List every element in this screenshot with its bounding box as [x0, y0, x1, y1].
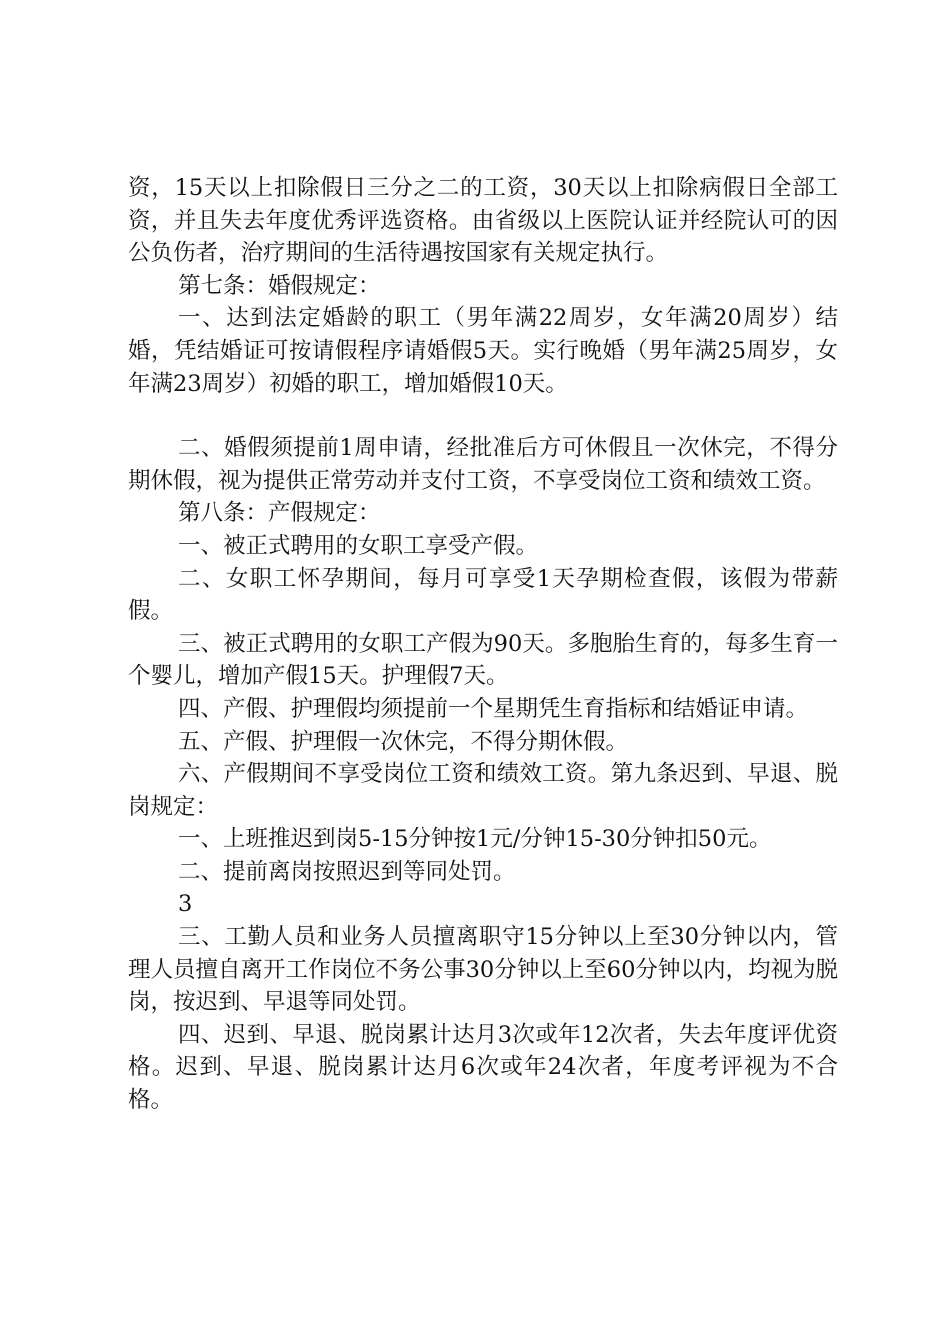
article-9-item-2: 二、提前离岗按照迟到等同处罚。 — [178, 858, 516, 885]
article-8-item-5: 五、产假、护理假一次休完，不得分期休假。 — [178, 728, 629, 755]
paragraph-sick-leave-tail: 资，15天以上扣除假日三分之二的工资，30天以上扣除病假日全部工资，并且失去年度优秀评选资格。由省级以上医院认证并经院认可的因公负伤者，治疗期间的生活待遇按国家有关规定执行。 — [128, 175, 838, 267]
article-7-item-2: 二、婚假须提前1周申请，经批准后方可休假且一次休完，不得分期休假，视为提供正常劳动并支付工资，不享受岗位工资和绩效工资。 — [128, 435, 838, 494]
article-8-item-2: 二、女职工怀孕期间，每月可享受1天孕期检查假，该假为带薪假。 — [128, 565, 838, 625]
article-8-heading: 第八条：产假规定： — [178, 500, 381, 527]
article-8-item-3: 三、被正式聘用的女职工产假为90天。多胞胎生育的，每多生育一个婴儿，增加产假15天。护理假7天。 — [128, 630, 838, 690]
paragraph-gap — [128, 400, 838, 432]
article-8-item-4: 四、产假、护理假均须提前一个星期凭生育指标和结婚证申请。 — [178, 695, 809, 722]
article-8-item-1: 一、被正式聘用的女职工享受产假。 — [178, 532, 539, 559]
article-8-item-6: 六、产假期间不享受岗位工资和绩效工资。第九条迟到、早退、脱岗规定： — [128, 761, 838, 820]
article-9-item-4: 四、迟到、早退、脱岗累计达月3次或年12次者，失去年度评优资格。迟到、早退、脱岗累计达月6次或年24次者，年度考评视为不合格。 — [128, 1021, 838, 1114]
article-7-item-1: 一、达到法定婚龄的职工（男年满22周岁，女年满20周岁）结婚，凭结婚证可按请假程序请婚假5天。实行晚婚（男年满25周岁，女年满23周岁）初婚的职工，增加婚假10天。 — [128, 305, 838, 397]
article-9-item-3: 三、工勤人员和业务人员擅离职守15分钟以上至30分钟以内，管理人员擅自离开工作岗位不务公事30分钟以上至60分钟以内，均视为脱岗，按迟到、早退等同处罚。 — [128, 924, 838, 1016]
article-7-heading: 第七条：婚假规定： — [178, 272, 381, 299]
article-9-item-1: 一、上班推迟到岗5-15分钟按1元/分钟15-30分钟扣50元。 — [178, 826, 772, 853]
document-body — [128, 172, 838, 1117]
page-number: 3 — [178, 891, 193, 918]
